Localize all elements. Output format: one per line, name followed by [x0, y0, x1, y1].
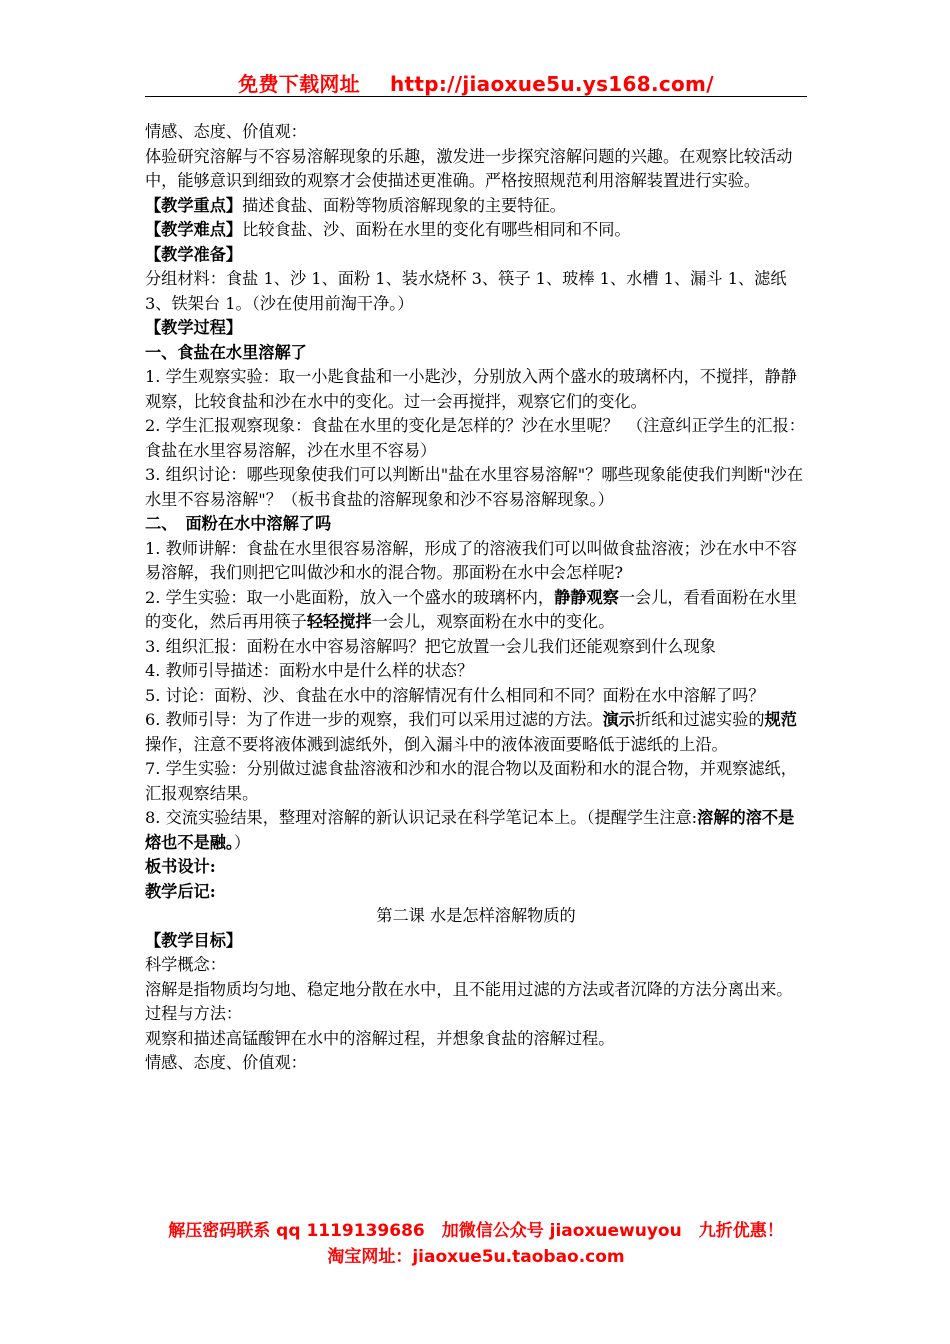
text: 8. 交流实验结果，整理对溶解的新认识记录在科学笔记本上。（提醒学生注意:	[145, 808, 698, 827]
paragraph: 情感、态度、价值观：	[145, 122, 307, 141]
paragraph: 2. 学生汇报观察现象：食盐在水里的变化是怎样的？沙在水里呢？ （注意纠正学生的汇报：食盐在水里容易溶解，沙在水里不容易）	[145, 416, 805, 460]
paragraph: 1. 学生观察实验：取一小匙食盐和一小匙沙，分别放入两个盛水的玻璃杯内，不搅拌，静静观察，比较食盐和沙在水中的变化。过一会再搅拌，观察它们的变化。	[145, 367, 797, 411]
paragraph: 一、食盐在水里溶解了	[145, 342, 307, 362]
paragraph: 5. 讨论：面粉、沙、食盐在水中的溶解情况有什么相同和不同？面粉在水中溶解了吗？	[145, 685, 765, 705]
header-rule	[145, 96, 807, 97]
text: ）	[234, 832, 251, 852]
paragraph: 【教学目标】	[145, 930, 243, 950]
footer-contact: 解压密码联系 qq 1119139686 加微信公众号 jiaoxuewuyou 九折优惠！	[168, 1221, 784, 1241]
paragraph: 情感、态度、价值观：	[145, 1053, 307, 1072]
paragraph: 【教学准备】	[145, 244, 243, 264]
bold-text: 演示	[602, 710, 636, 729]
paragraph: 3. 组织讨论：哪些现象使我们可以判断出"盐在水里容易溶解"？哪些现象能使我们判断"沙在水里不容易溶解"？（板书食盐的溶解现象和沙不容易溶解现象。）	[145, 465, 804, 509]
bold-text: 【教学难点】	[145, 220, 243, 239]
text: 一会儿，观察面粉在水中的变化。	[371, 612, 615, 631]
paragraph: 科学概念：	[145, 955, 226, 974]
header-label: 免费下载网址	[238, 72, 360, 96]
paragraph	[145, 194, 807, 219]
text: 一会儿，看看面粉在水里的变化，然后再用筷子	[145, 587, 797, 631]
paragraph: 溶解是指物质均匀地、稳定地分散在水中，且不能用过滤的方法或者沉降的方法分离出来。	[145, 979, 793, 999]
footer-shop-url[interactable]: 淘宝网址：jiaoxue5u.taobao.com	[327, 1247, 625, 1267]
paragraph: 4. 教师引导描述：面粉水中是什么样的状态？	[145, 661, 474, 680]
paragraph: 观察和描述高锰酸钾在水中的溶解过程，并想象食盐的溶解过程。	[145, 1028, 615, 1048]
paragraph: 体验研究溶解与不容易溶解现象的乐趣，激发进一步探究溶解问题的兴趣。在观察比较活动中，能够意识到细致的观察才会使描述更准确。严格按照规范利用溶解装置进行实验。	[145, 146, 793, 190]
text: 折纸和过滤实验的	[635, 710, 765, 729]
paragraph: 过程与方法：	[145, 1004, 243, 1023]
bold-text: 规范	[764, 710, 797, 729]
paragraph: 板书设计:	[145, 857, 216, 876]
paragraph: 7. 学生实验：分别做过滤食盐溶液和沙和水的混合物以及面粉和水的混合物，并观察滤纸，汇报观察结果。	[145, 759, 797, 803]
document-body	[145, 120, 807, 1076]
header-link[interactable]	[145, 68, 807, 97]
text: 6. 教师引导：为了作进一步的观察，我们可以采用过滤的方法。	[145, 710, 603, 729]
bold-text: 【教学重点】	[145, 195, 243, 215]
paragraph	[145, 806, 807, 855]
text: 操作，注意不要将液体溅到滤纸外，倒入漏斗中的液体液面要略低于滤纸的上沿。	[145, 734, 728, 754]
header-url[interactable]: http://jiaoxue5u.ys168.com/	[389, 72, 714, 96]
paragraph: 1. 教师讲解：食盐在水里很容易溶解，形成了的溶液我们可以叫做食盐溶液；沙在水中不容易溶解，我们则把它叫做沙和水的混合物。那面粉在水中会怎样呢?	[145, 538, 797, 582]
text: 比较食盐、沙、面粉在水里的变化有哪些相同和不同。	[242, 220, 631, 239]
paragraph: 二、 面粉在水中溶解了吗	[145, 514, 332, 533]
bold-text: 溶解的溶不是熔也不是融。	[145, 808, 795, 852]
paragraph	[145, 708, 807, 757]
bold-text: 轻轻搅拌	[306, 612, 372, 631]
paragraph: 分组材料：食盐 1、沙 1、面粉 1、装水烧杯 3、筷子 1、玻棒 1、水槽 1、漏斗 1、滤纸 3、铁架台 1。（沙在使用前淘干净。）	[145, 269, 787, 313]
paragraph	[145, 218, 807, 243]
paragraph: 3. 组织汇报：面粉在水中容易溶解吗？把它放置一会儿我们还能观察到什么现象	[145, 636, 716, 656]
text: 2. 学生实验：取一小匙面粉，放入一个盛水的玻璃杯内，	[145, 587, 555, 607]
paragraph: 教学后记:	[145, 881, 216, 901]
text: 描述食盐、面粉等物质溶解现象的主要特征。	[242, 195, 566, 215]
paragraph: 第二课 水是怎样溶解物质的	[376, 906, 576, 925]
paragraph	[145, 586, 807, 635]
bold-text: 静静观察	[554, 587, 619, 607]
paragraph: 【教学过程】	[145, 318, 243, 337]
